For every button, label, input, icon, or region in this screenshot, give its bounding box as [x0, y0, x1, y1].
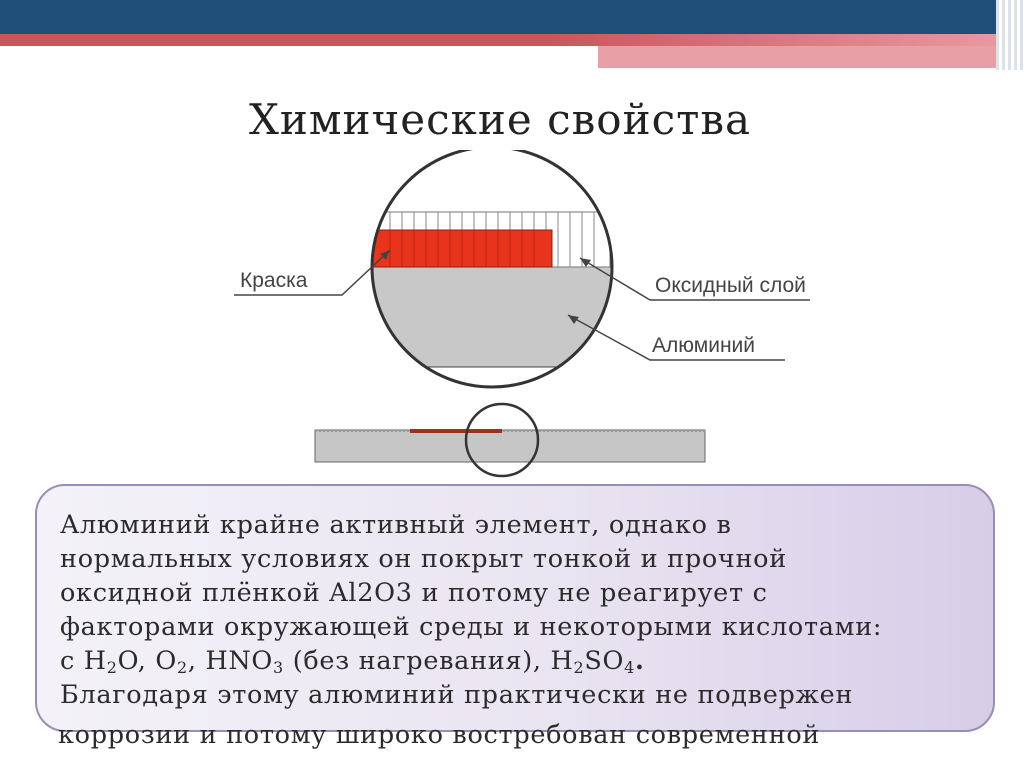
description-line: нормальных условиях он покрыт тонкой и прочной	[60, 544, 787, 574]
paint-label: Краска	[240, 269, 308, 292]
header-bar-pink	[598, 46, 998, 68]
aluminum-plate	[315, 430, 705, 462]
plate-paint-strip	[410, 429, 502, 433]
description-overflow-text	[58, 718, 988, 752]
header-stripes	[996, 0, 1024, 70]
header-bar-blue	[0, 0, 1024, 34]
description-line: коррозии и потому широко востребован современной	[58, 720, 821, 750]
description-line: оксидной плёнкой Al2O3 и потому не реагирует с	[60, 578, 768, 608]
paint-layer	[360, 230, 552, 267]
header-bar-red	[0, 34, 1000, 46]
description-line: Благодаря этому алюминий практически не подвержен	[60, 680, 854, 710]
oxide-layer-label: Оксидный слой	[655, 274, 806, 297]
aluminum-layers-diagram	[220, 150, 820, 480]
aluminum-layer	[360, 267, 640, 367]
magnified-section	[360, 212, 640, 367]
description-text	[60, 508, 990, 712]
description-line: Алюминий крайне активный элемент, однако в	[60, 510, 732, 540]
aluminum-label: Алюминий	[652, 334, 756, 357]
description-box	[35, 484, 995, 732]
description-line-formulas: с $H_2O$, $O_2$, $HNO_3$ (без нагревания), $H_2SO_4$.	[60, 646, 645, 677]
slide-title: Химические свойства	[248, 95, 752, 144]
description-line: факторами окружающей среды и некоторыми кислотами:	[60, 612, 883, 642]
